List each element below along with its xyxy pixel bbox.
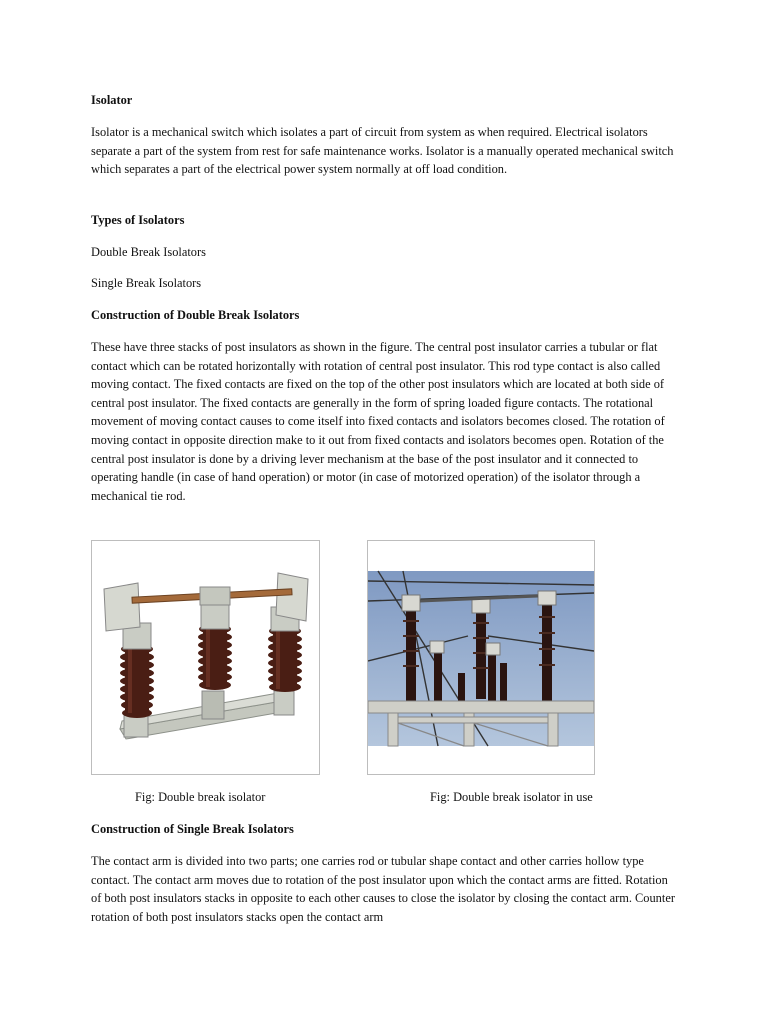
installed-isolator-illustration [368, 541, 594, 774]
heading-isolator: Isolator [91, 93, 133, 107]
double-break-isolator-illustration [92, 541, 319, 774]
figure-caption-isolator-in-use: Fig: Double break isolator in use [430, 790, 593, 804]
paragraph-double-break: These have three stacks of post insulators as shown in the figure. The central post insulator carries a tubular or flat contact which can be rotated horizontally with rotation of central post insulator. This rod type contact is also called moving contact. The fixed contacts are fixed on the top of the other post insulators which are located at both side of central post insulator. The fixed contacts are generally in the form of spring loaded figure contacts. The rotational movement of moving contact causes to come itself into fixed contacts and isolators becomes closed. The rotation of moving contact in opposite direction make to it out from fixed contacts and isolators becomes open. Rotation of the central post insulator is done by a driving lever mechanism at the base of the post insulator and it connected to operating handle (in case of hand operation) or motor (in case of motorized operation) of the isolator through a mechanical tie rod. [91, 340, 665, 503]
figure-double-break-isolator-in-use [367, 540, 595, 775]
figure-caption-double-break-isolator: Fig: Double break isolator [135, 790, 266, 804]
paragraph-single-break: The contact arm is divided into two parts; one carries rod or tubular shape contact and other carries hollow type contact. The contact arm moves due to rotation of the post insulator upon which the contact arms are fitted. Rotation of both post insulators stacks in opposite to each other causes to close the isolator by closing the contact arm. Counter rotation of both post insulators stacks open the contact arm [91, 854, 675, 924]
paragraph-isolator: Isolator is a mechanical switch which isolates a part of circuit from system as when required. Electrical isolators separate a part of the system from rest for safe maintenance works. Isolator is a manually operated mechanical switch which separates a part of the electrical power system normally at off load condition. [91, 125, 674, 177]
heading-types: Types of Isolators [91, 213, 185, 227]
type-single-break: Single Break Isolators [91, 276, 202, 290]
type-double-break: Double Break Isolators [91, 245, 206, 259]
heading-double-break-construction: Construction of Double Break Isolators [91, 308, 300, 322]
figure-double-break-isolator [91, 540, 320, 775]
heading-single-break-construction: Construction of Single Break Isolators [91, 822, 294, 836]
